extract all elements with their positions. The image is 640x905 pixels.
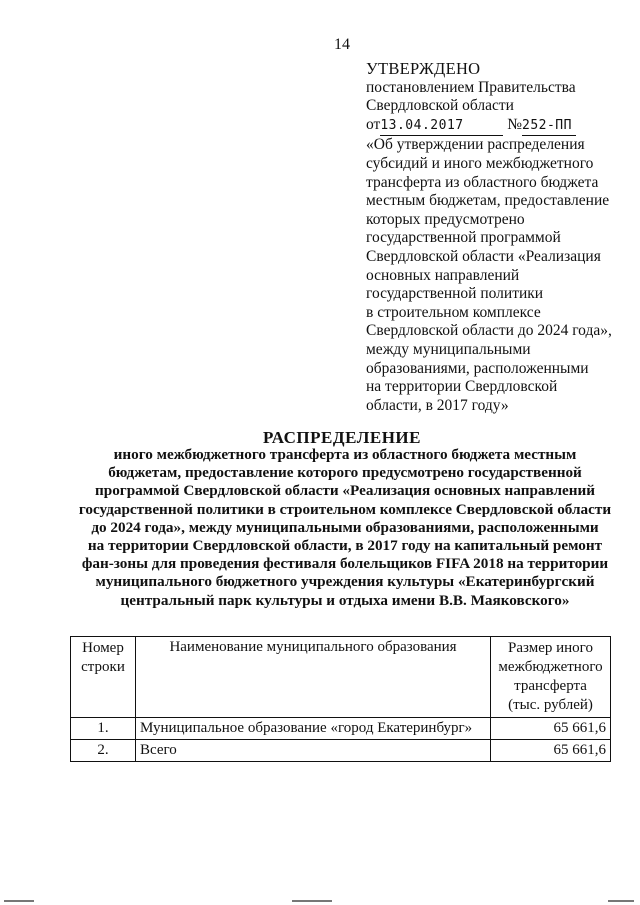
decree-title-line-1: «Об утверждении распределения: [366, 136, 585, 154]
decree-title-line-9: государственной политики: [366, 285, 544, 303]
number-prefix: №: [507, 115, 522, 133]
approval-line-1: постановлением Правительства: [366, 78, 576, 96]
subtitle-line-1: иного межбюджетного трансферта из областного бюджета местным: [113, 446, 577, 463]
municipality-name-cell: Муниципальное образование «город Екатеринбург»: [136, 718, 491, 740]
scan-edge-mark: [292, 900, 332, 902]
table-header-row: [71, 637, 611, 718]
distribution-table: [70, 636, 611, 762]
decree-title-line-4: местным бюджетам, предоставление: [366, 192, 610, 210]
amount-cell: 65 661,6: [491, 718, 611, 740]
date-prefix: от: [366, 115, 381, 133]
municipality-name-cell: Всего: [136, 740, 491, 762]
decree-title-line-11: Свердловской области до 2024 года»,: [366, 322, 612, 340]
row-number-cell: 2.: [71, 740, 136, 762]
approval-line-2: Свердловской области: [366, 97, 514, 115]
decree-date-value: 13.04.2017: [380, 117, 464, 133]
decree-title-line-14: на территории Свердловской: [366, 378, 558, 396]
row-number-cell: 1.: [71, 718, 136, 740]
decree-number-field: [522, 116, 576, 137]
decree-title-line-5: которых предусмотрено: [366, 210, 525, 228]
subtitle-line-6: на территории Свердловской области, в 2017 году на капитальный ремонт: [87, 537, 603, 555]
approved-label: УТВЕРЖДЕНО: [366, 59, 481, 78]
subtitle-line-4: государственной политики в строительном комплексе Свердловской области: [78, 500, 612, 518]
decree-title-line-8: основных направлений: [366, 266, 520, 284]
scan-edge-mark: [608, 900, 634, 902]
decree-title-line-12: между муниципальными: [366, 340, 531, 358]
table-row: [71, 740, 611, 762]
decree-title-line-2: субсидий и иного межбюджетного: [366, 154, 594, 172]
decree-date-field: [380, 116, 503, 137]
decree-title-line-13: образованиями, расположенными: [366, 359, 589, 377]
subtitle-line-5: до 2024 года», между муниципальными образованиями, расположенными: [91, 518, 599, 536]
header-row-number-line-1: Номер: [82, 640, 124, 656]
subtitle-line-8: муниципального бюджетного учреждения культуры «Екатеринбургский: [95, 573, 595, 591]
decree-title-line-10: в строительном комплексе: [366, 303, 541, 321]
decree-title-line-6: государственной программой: [366, 229, 561, 247]
header-amount-line-3: трансферта: [514, 678, 587, 694]
header-amount-line-2: межбюджетного: [498, 659, 603, 675]
table-row: [71, 718, 611, 740]
subtitle-line-3: программой Свердловской области «Реализация основных направлений: [95, 482, 595, 500]
header-municipality-name: Наименование муниципального образования: [136, 637, 491, 718]
scan-edge-mark: [4, 900, 34, 902]
subtitle-line-2: бюджетам, предоставление которого предусмотрено государственной: [108, 464, 582, 482]
decree-number-value: 252-ПП: [522, 117, 572, 133]
subtitle-line-7: фан-зоны для проведения фестиваля болельщиков FIFA 2018 на территории: [81, 555, 609, 573]
header-transfer-amount: [491, 637, 611, 718]
document-subtitle: [76, 446, 614, 610]
amount-cell: 65 661,6: [491, 740, 611, 762]
document-title: РАСПРЕДЕЛЕНИЕ: [263, 428, 421, 447]
header-amount-line-4: (тыс. рублей): [508, 697, 593, 713]
header-row-number: [71, 637, 136, 718]
decree-title-line-7: Свердловской области «Реализация: [366, 247, 601, 265]
decree-date-number-line: [366, 116, 628, 137]
page-number: 14: [334, 36, 350, 53]
header-amount-line-1: Размер иного: [508, 640, 593, 656]
approval-block: [366, 60, 628, 415]
header-row-number-line-2: строки: [81, 659, 125, 675]
decree-title-line-15: области, в 2017 году»: [366, 396, 509, 414]
subtitle-line-9: центральный парк культуры и отдыха имени В.В. Маяковского»: [120, 591, 570, 609]
decree-title-line-3: трансферта из областного бюджета: [366, 173, 599, 191]
